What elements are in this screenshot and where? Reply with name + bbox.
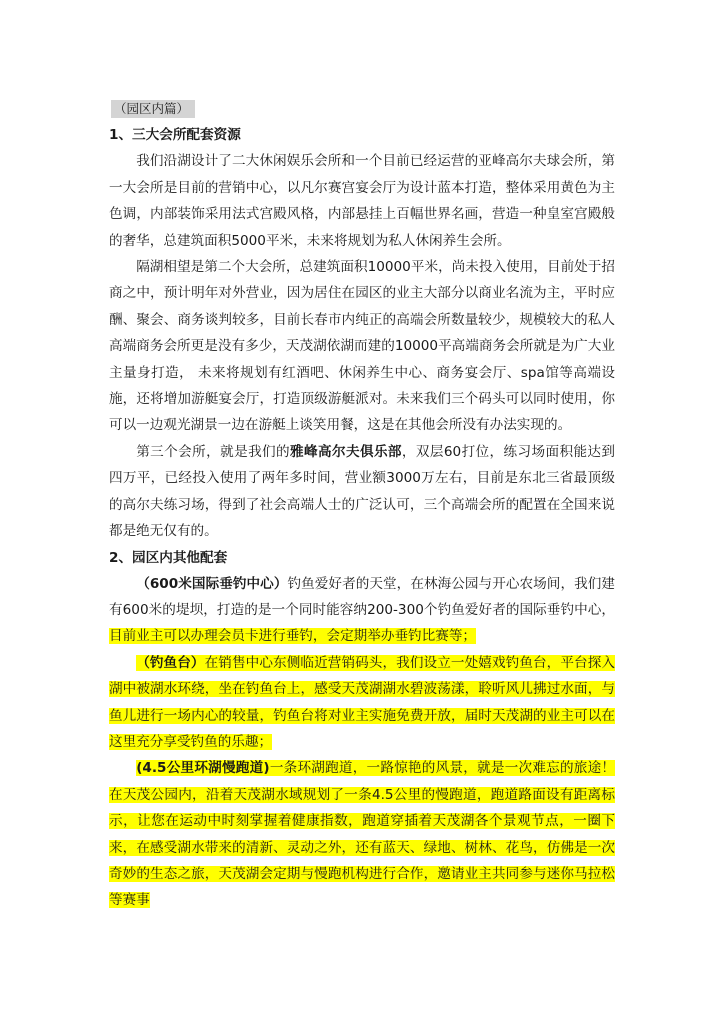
paragraph-jogging-track: [109, 755, 615, 913]
paragraph-second-clubhouse: 隔湖相望是第二个大会所，总建筑面积10000平米，尚未投入使用，目前处于招商之中，预计明年对外营业，因为居住在园区的业主大部分以商业名流为主，平时应酬、聚会、商务谈判较多，目前长春市内纯正的高端会所数量较少，规模较大的私人高端商务会所更是没有多少，天茂湖依湖而建的10000平高端商务会所就是为广大业主量身打造， 未来将规划有红酒吧、休闲养生中心、商务宴会厅、spa馆等高端设施，还将增加游艇宴会厅，打造顶级游艇派对。未来我们三个码头可以同时使用，你可以一边观光湖景一边在游艇上谈笑用餐，这是在其他会所没有办法实现的。: [109, 259, 615, 434]
heading-other-facilities: 2、园区内其他配套: [109, 549, 228, 566]
paragraph-first-clubhouse: 我们沿湖设计了二大休闲娱乐会所和一个目前已经运营的亚峰高尔夫球会所，第一大会所是目前的营销中心，以凡尔赛宫宴会厅为设计蓝本打造，整体采用黄色为主色调，内部装饰采用法式宫殿风格，内部悬挂上百幅世界名画，营造一种皇室宫殿般的奢华，总建筑面积5000平米，未来将规划为私人休闲养生会所。: [109, 153, 615, 249]
jogging-track-title: (4.5公里环湖慢跑道): [136, 760, 270, 777]
fishing-center-text: 钓鱼爱好者的天堂，在林海公园与开心农场间，我们建有600米的堤坝，打造的是一个同时能容纳200-300个钓鱼爱好者的国际垂钓中心，: [109, 575, 616, 618]
golf-club-name: 雅峰高尔夫俱乐部: [290, 443, 402, 460]
paragraph-fishing-platform: [109, 650, 615, 756]
para3-text-after: ，双层60打位，练习场面积能达到四万平，已经投入使用了两年多时间，营业额3000万左右，目前是东北三省最顶级的高尔夫练习场，得到了社会高端人士的广泛认可，三个高端会所的配置在全国来说都是绝无仅有的。: [109, 443, 616, 540]
fishing-platform-title: （钓鱼台）: [136, 654, 205, 671]
paragraph-third-clubhouse: [109, 439, 615, 545]
fishing-center-highlight: 目前业主可以办理会员卡进行垂钓，会定期举办垂钓比赛等；: [109, 628, 477, 645]
paragraph-fishing-center: [109, 571, 615, 650]
fishing-center-title: （600米国际垂钓中心）: [136, 575, 288, 592]
fishing-platform-highlight: [109, 655, 615, 750]
document-body: [109, 96, 615, 914]
jogging-track-highlight: [109, 760, 615, 908]
jogging-track-text: 一条环湖跑道，一路惊艳的风景，就是一次难忘的旅途！在天茂公园内，沿着天茂湖水域规划了一条4.5公里的慢跑道，跑道路面设有距离标示，让您在运动中时刻掌握着健康指数，跑道穿插着天茂湖各个景观节点，一圈下来，在感受湖水带来的清新、灵动之外，还有蓝天、绿地、树林、花鸟，仿佛是一次奇妙的生态之旅，天茂湖会定期与慢跑机构进行合作，邀请业主共同参与迷你马拉松等赛事: [109, 760, 615, 909]
heading-clubhouses: 1、三大会所配套资源: [109, 127, 241, 144]
para3-text-before: 第三个会所，就是我们的: [136, 443, 291, 460]
section-label: （园区内篇）: [111, 100, 195, 118]
fishing-platform-text: 在销售中心东侧临近营销码头，我们设立一处嬉戏钓鱼台，平台探入湖中被湖水环绕，坐在钓鱼台上，感受天茂湖湖水碧波荡漾，聆听风儿拂过水面，与鱼儿进行一场内心的较量，钓鱼台将对业主实施免费开放，届时天茂湖的业主可以在这里充分享受钓鱼的乐趣；: [109, 654, 616, 750]
